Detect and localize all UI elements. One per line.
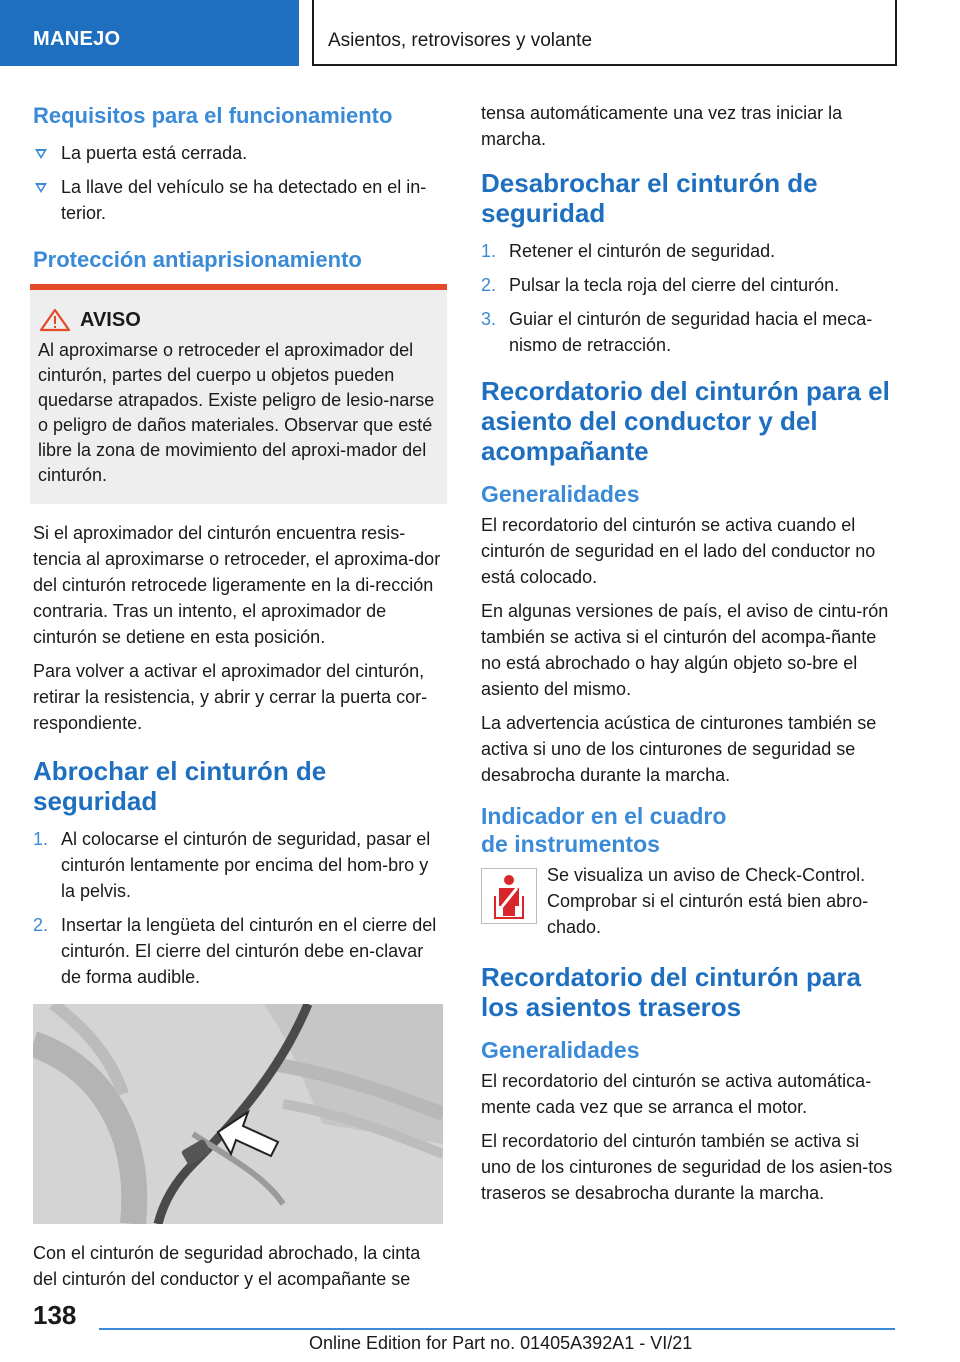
- warning-text: Al aproximarse o retroceder el aproximador del cinturón, partes del cuerpo u objetos pueden quedarse atrapados. Existe peligro de lesio-narse o peligro de daños materiales. Observar que esté libre la zona de movimiento del aproxi-mador del cinturón.: [38, 340, 435, 485]
- list-item: La puerta está cerrada.: [33, 140, 447, 166]
- header-chapter-box: [312, 0, 897, 66]
- fasten-title: Abrochar el cinturón de seguridad: [33, 756, 327, 816]
- paragraph: tensa automáticamente una vez tras iniciar la marcha.: [481, 103, 843, 149]
- paragraph: La advertencia acústica de cinturones también se activa si uno de los cinturones de seguridad se desabrocha durante la marcha.: [481, 713, 877, 785]
- paragraph: El recordatorio del cinturón se activa cuando el cinturón de seguridad en el lado del conductor no está colocado.: [481, 515, 876, 587]
- list-item: 3. Guiar el cinturón de seguridad hacia el meca-nismo de retracción.: [481, 309, 873, 355]
- header-section-label: MANEJO: [33, 28, 121, 50]
- triangle-bullet-icon: [35, 149, 47, 159]
- general1-title: Generalidades: [481, 481, 640, 507]
- seatbelt-photo: [33, 1004, 443, 1224]
- left-column: [33, 100, 447, 1300]
- list-item: La llave del vehículo se ha detectado en el in-terior.: [33, 174, 447, 226]
- warning-box: [30, 284, 447, 504]
- list-item: 1. Al colocarse el cinturón de seguridad, pasar el cinturón lentamente por encima del hom-bro y la pelvis.: [33, 829, 431, 901]
- indicator-text: Se visualiza un aviso de Check-Control. Comprobar si el cinturón está bien abro-chado.: [547, 865, 869, 937]
- req-title: Requisitos para el funcionamiento: [33, 103, 393, 128]
- prot-title: Protección antiaprisionamiento: [33, 247, 362, 272]
- paragraph: El recordatorio del cinturón también se activa si uno de los cinturones de seguridad de los asien-tos traseros se desabrocha durante la marcha.: [481, 1131, 893, 1203]
- unfasten-title: Desabrochar el cinturón de seguridad: [481, 168, 818, 228]
- paragraph: El recordatorio del cinturón se activa automática-mente cada vez que se arranca el motor.: [481, 1071, 872, 1117]
- page-number: 138: [33, 1300, 77, 1330]
- paragraph: En algunas versiones de país, el aviso de cintu-rón también se activa si el cinturón del acompa-ñante no está abrochado o hay algún objeto so-bre el asiento del mismo.: [481, 601, 889, 699]
- indicator-row: [481, 862, 893, 940]
- list-item: 2. Pulsar la tecla roja del cierre del cinturón.: [481, 275, 840, 295]
- list-item: 1. Retener el cinturón de seguridad.: [481, 241, 776, 261]
- header-chapter-label: Asientos, retrovisores y volante: [328, 30, 593, 51]
- seatbelt-warning-icon: [481, 868, 537, 924]
- paragraph: Para volver a activar el aproximador del cinturón, retirar la resistencia, y abrir y cerrar la puerta cor-respondiente.: [33, 661, 428, 733]
- warning-triangle-icon: [38, 308, 72, 332]
- list-item: 2. Insertar la lengüeta del cinturón en el cierre del cinturón. El cierre del cinturón debe en-clavar de forma audible.: [33, 915, 437, 987]
- warning-title: AVISO: [80, 308, 141, 331]
- paragraph: Con el cinturón de seguridad abrochado, la cinta del cinturón del conductor y el acompañante se: [33, 1243, 421, 1289]
- indicator-title: Indicador en el cuadro de instrumentos: [481, 803, 727, 857]
- paragraph: Si el aproximador del cinturón encuentra resis-tencia al aproximarse o retroceder, el aproxima-dor del cinturón retrocede ligeramente en la di-rección contraria. Tras un intento, el aproximador de cinturón se detiene en esta posición.: [33, 523, 441, 647]
- reminder-rear-title: Recordatorio del cinturón para los asientos traseros: [481, 962, 861, 1022]
- reminder-front-title: Recordatorio del cinturón para el asiento del conductor y del acompañante: [481, 376, 890, 466]
- triangle-bullet-icon: [35, 183, 47, 193]
- right-column: [481, 100, 893, 1214]
- general2-title: Generalidades: [481, 1037, 640, 1063]
- footer-divider: [99, 1328, 895, 1330]
- footer-edition: Online Edition for Part no. 01405A392A1 - VI/21: [309, 1333, 693, 1353]
- seatbelt-illustration: [33, 1004, 443, 1224]
- header-section-tab: [0, 0, 299, 66]
